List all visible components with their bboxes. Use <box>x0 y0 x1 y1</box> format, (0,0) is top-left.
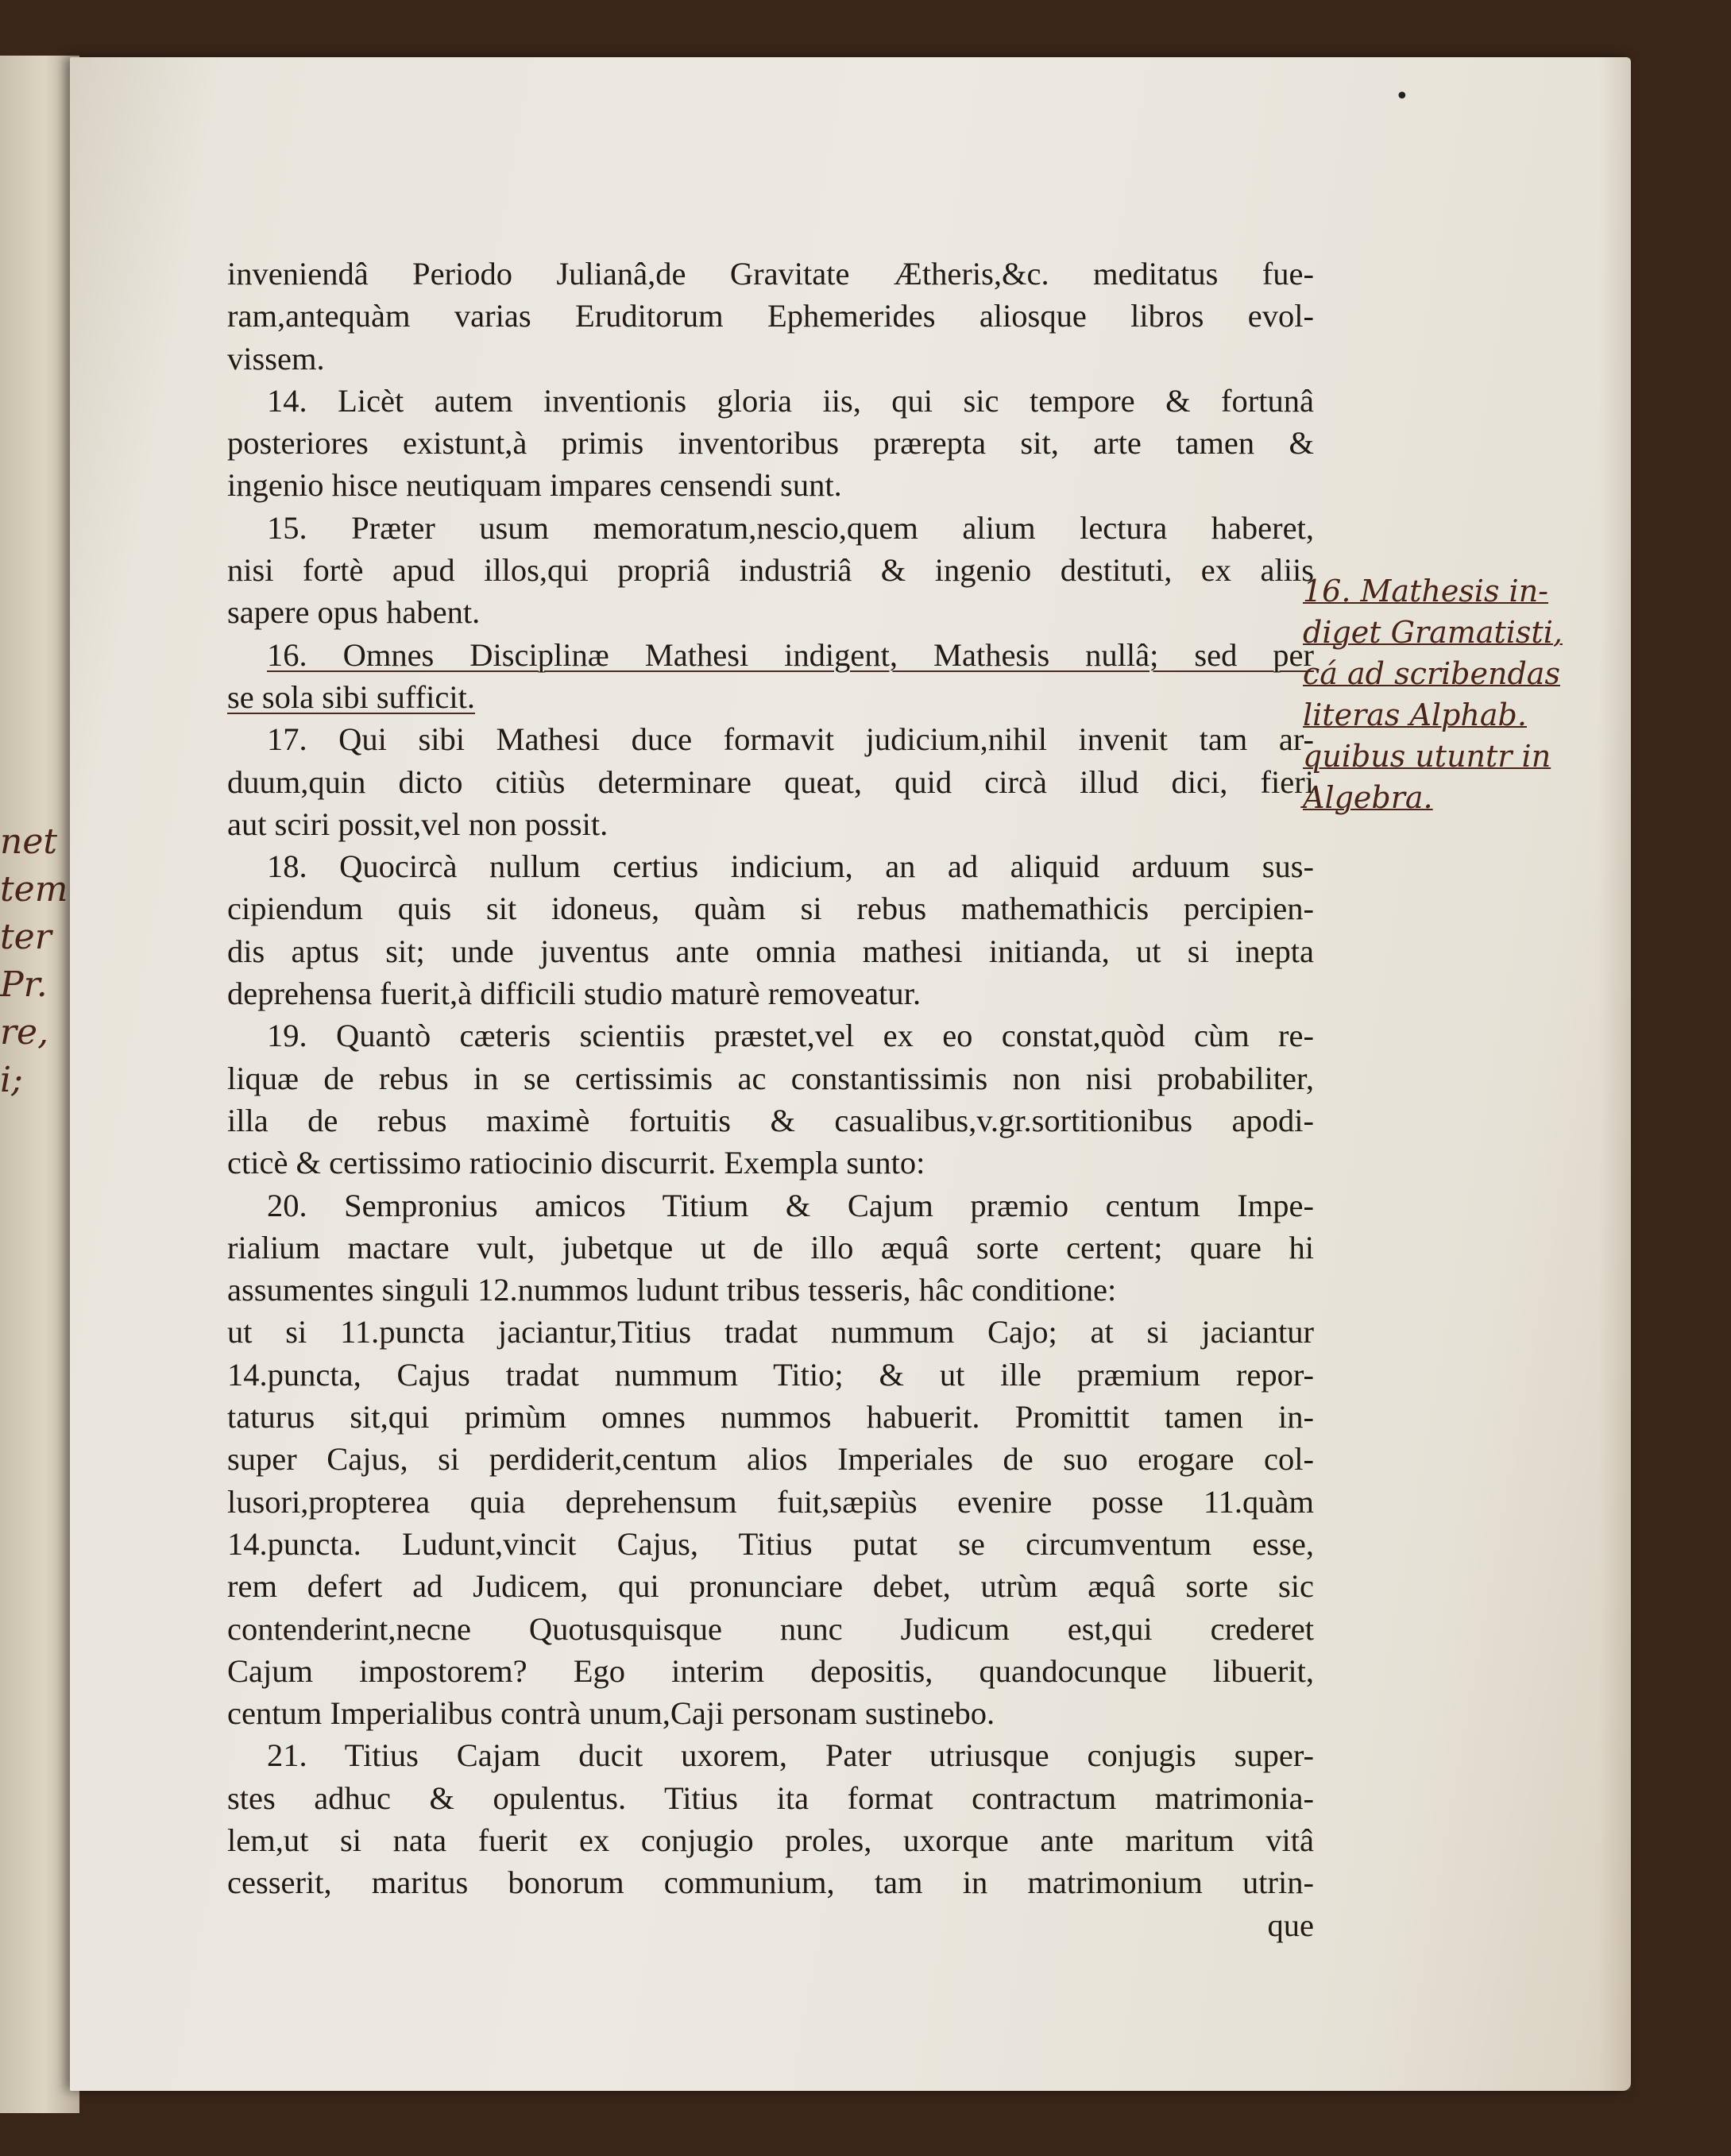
text-line: nisi fortè apud illos,qui propriâ industriâ & ingenio destituti, ex aliis <box>227 552 1314 589</box>
text-line: cesserit, maritus bonorum communium, tam in matrimonium utrin- <box>227 1864 1314 1901</box>
margin-note-line: diget Gramatisti, <box>1303 615 1563 650</box>
text-line: 21. Titius Cajam ducit uxorem, Pater utriusque conjugis super- <box>267 1737 1314 1774</box>
text-line: 14.puncta, Cajus tradat nummum Titio; & ut ille præmium repor- <box>227 1356 1314 1393</box>
body-text <box>227 253 1314 1946</box>
text-line: lusori,propterea quia deprehensum fuit,sæpiùs evenire posse 11.quàm <box>227 1483 1314 1520</box>
text-line: rialium mactare vult, jubetque ut de illo æquâ sorte certent; quare hi <box>227 1229 1314 1265</box>
text-line: cticè & certissimo ratiocinio discurrit. Exempla sunto: <box>227 1145 925 1181</box>
left-page-handwritten-notes: net tem ter Pr. re, i; <box>0 821 68 1100</box>
text-line: 20. Sempronius amicos Titium & Cajum præmio centum Impe- <box>267 1187 1314 1223</box>
left-page-edge <box>0 56 79 2113</box>
text-line: taturus sit,qui primùm omnes nummos habuerit. Promittit tamen in- <box>227 1399 1314 1435</box>
text-line: ut si 11.puncta jaciantur,Titius tradat nummum Cajo; at si jaciantur <box>227 1314 1314 1350</box>
text-line: rem defert ad Judicem, qui pronunciare debet, utrùm æquâ sorte sic <box>227 1568 1314 1605</box>
text-line: Cajum impostorem? Ego interim depositis, quandocunque libuerit, <box>227 1652 1314 1689</box>
text-line: lem,ut si nata fuerit ex conjugio proles, uxorque ante maritum vitâ <box>227 1822 1314 1858</box>
text-line: inveniendâ Periodo Julianâ,de Gravitate Ætheris,&c. meditatus fue- <box>227 256 1314 292</box>
text-line: se sola sibi sufficit. <box>227 678 475 715</box>
text-line: dis aptus sit; unde juventus ante omnia mathesi initianda, ut si inepta <box>227 933 1314 969</box>
text-line: vissem. <box>227 340 325 377</box>
text-line: que <box>1267 1907 1314 1943</box>
text-line: 17. Qui sibi Mathesi duce formavit judicium,nihil invenit tam ar- <box>267 721 1314 758</box>
text-line: 15. Præter usum memoratum,nescio,quem alium lectura haberet, <box>267 509 1314 546</box>
text-line: liquæ de rebus in se certissimis ac constantissimis non nisi probabiliter, <box>227 1060 1314 1096</box>
text-line: posteriores existunt,à primis inventoribus prærepta sit, arte tamen & <box>227 425 1314 462</box>
text-line: ram,antequàm varias Eruditorum Ephemerides aliosque libros evol- <box>227 298 1314 334</box>
margin-note-line: cá ad scribendas <box>1303 656 1560 691</box>
margin-note-line: literas Alphab. <box>1303 697 1527 732</box>
text-line: super Cajus, si perdiderit,centum alios Imperiales de suo erogare col- <box>227 1441 1314 1478</box>
text-line: 14.puncta. Ludunt,vincit Cajus, Titius putat se circumventum esse, <box>227 1525 1314 1562</box>
text-line: aut sciri possit,vel non possit. <box>227 806 609 842</box>
text-line: duum,quin dicto citiùs determinare queat, quid circà illud dici, fieri <box>227 763 1314 800</box>
margin-note-line: quibus utuntr in <box>1303 739 1551 774</box>
margin-note-line: Algebra. <box>1303 780 1433 815</box>
text-line: 16. Omnes Disciplinæ Mathesi indigent, Mathesis nullâ; sed per <box>267 636 1314 673</box>
text-line: contenderint,necne Quotusquisque nunc Judicum est,qui crederet <box>227 1610 1314 1647</box>
text-line: sapere opus habent. <box>227 594 481 631</box>
text-line: illa de rebus maximè fortuitis & casualibus,v.gr.sortitionibus apodi- <box>227 1102 1314 1138</box>
handwritten-margin-note <box>1303 570 1563 818</box>
page-mark: • <box>1395 83 1409 110</box>
text-line: ingenio hisce neutiquam impares censendi sunt. <box>227 467 842 504</box>
text-line: cipiendum quis sit idoneus, quàm si rebus mathemathicis percipien- <box>227 891 1314 927</box>
margin-note-line: 16. Mathesis in- <box>1303 574 1549 609</box>
text-line: 18. Quocircà nullum certius indicium, an ad aliquid arduum sus- <box>267 848 1314 885</box>
text-line: stes adhuc & opulentus. Titius ita format contractum matrimonia- <box>227 1779 1314 1816</box>
text-line: assumentes singuli 12.nummos ludunt tribus tesseris, hâc conditione: <box>227 1272 1117 1308</box>
text-line: 14. Licèt autem inventionis gloria iis, qui sic tempore & fortunâ <box>267 382 1314 419</box>
text-line: deprehensa fuerit,à difficili studio maturè removeatur. <box>227 976 922 1012</box>
text-line: centum Imperialibus contrà unum,Caji personam sustinebo. <box>227 1695 995 1732</box>
text-line: 19. Quantò cæteris scientiis præstet,vel ex eo constat,quòd cùm re- <box>267 1018 1314 1054</box>
